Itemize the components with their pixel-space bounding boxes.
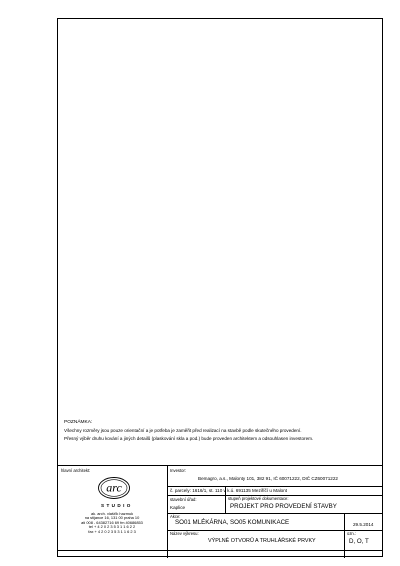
stage-value: PROJEKT PRO PROVEDENÍ STAVBY xyxy=(230,503,337,510)
title-block xyxy=(57,465,383,557)
architect-label: hlavní architekt: xyxy=(61,468,91,473)
studio-logo-text: arc xyxy=(106,480,122,495)
drawing-value: VÝPLNĚ OTVORŮ A TRUHLÁŘSKÉ PRVKY xyxy=(208,538,316,544)
action-value: SO01 MLÉKÁRNA, SO05 KOMUNIKACE xyxy=(175,519,290,526)
action-label: Akce: xyxy=(170,514,181,519)
note-line-2: Přesný výběr druhu kování a jiných detailů (plaskování skla a pod.) bude proveden architektem a odsouhlasen investorem. xyxy=(64,435,314,441)
title-block-divider xyxy=(167,486,383,487)
note-title: POZNÁMKA: xyxy=(64,420,93,425)
drawing-label: Název výkresu: xyxy=(170,531,199,536)
number-value: D, O, T xyxy=(349,538,369,545)
building-office-label: stavební úřad: xyxy=(170,497,197,502)
studio-address xyxy=(59,512,165,534)
title-block-divider xyxy=(225,495,226,513)
title-block-divider xyxy=(167,466,168,558)
studio-address-line: tel + 4 2 0 2 3 5 3 1 1 6 2 2 xyxy=(88,524,136,530)
studio-address-line: ak. arch. vlašťík hazmuk xyxy=(90,511,134,516)
studio-name: STUDIO xyxy=(101,503,133,508)
stage-label: stupeň projektové dokumentace: xyxy=(228,496,289,501)
studio-address-line: na stijance 16, 131 00 praha 10 xyxy=(84,515,140,521)
building-office-value: Kaplice xyxy=(170,505,186,510)
note-line-1: Všechny rozměry jsou pouze orientační a je potřeba je zaměřit před realizací na stavbě podle skutečného provedení. xyxy=(64,427,302,433)
date-value: 29.5.2014 xyxy=(353,522,374,527)
title-block-divider xyxy=(167,513,383,514)
notes-block xyxy=(64,419,380,442)
parcel-value: č. parcely: 1616/1, st. 110 v k.ú. 691135 Meziříčí u Malont xyxy=(170,488,288,493)
studio-address-line: fax + 4 2 0 2 3 5 3 1 1 6 2 3 xyxy=(88,528,136,534)
title-block-divider xyxy=(57,550,383,551)
studio-address-line: ati 008 - 64382716 69 fm 40686853 xyxy=(81,519,143,525)
studio-logo xyxy=(97,476,131,500)
investor-value: Bemagro, a.s., Malonty 101, 382 91, IČ 60071222, DIČ CZ60071222 xyxy=(198,476,338,481)
number-label: ozn.: xyxy=(347,531,357,536)
title-block-divider xyxy=(344,513,345,558)
investor-label: Investor: xyxy=(170,468,187,473)
